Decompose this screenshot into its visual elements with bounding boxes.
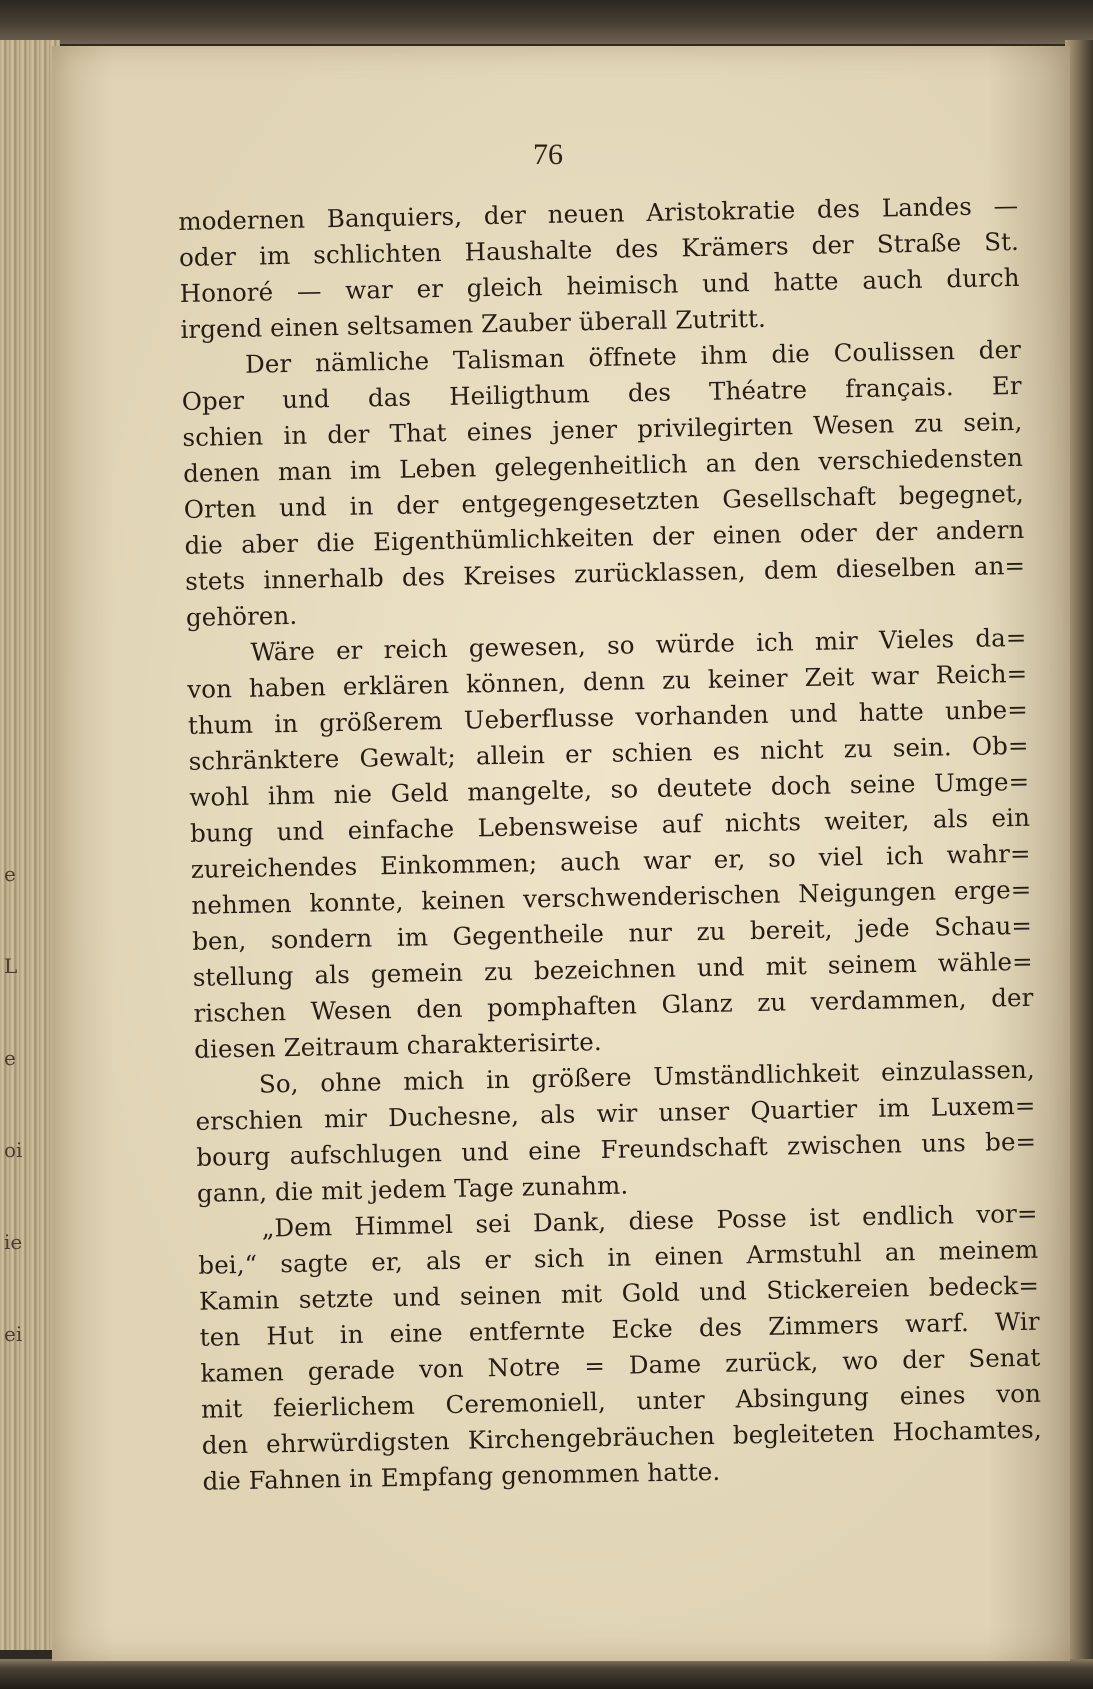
text-line: ten Hut in eine entfernte Ecke des Zimmers warf. Wir xyxy=(199,1306,1040,1352)
book-top-edge xyxy=(0,0,1093,44)
margin-fragment: oi xyxy=(4,1138,23,1162)
text-line: die Fahnen in Empfang genommen hatte. xyxy=(202,1456,721,1496)
text-line: So, ohne mich in größere Umständlichkeit einzulassen, xyxy=(258,1054,1036,1099)
text-line: Wäre er reich gewesen, so würde ich mir Vieles da= xyxy=(250,622,1027,667)
text-line: oder im schlichten Haushalte des Krämers der Straße St. xyxy=(178,226,1020,272)
adjacent-page-fragments xyxy=(4,860,44,1412)
page-number: 76 xyxy=(533,138,563,171)
text-line: schien in der That eines jener privilegirten Wesen zu sein, xyxy=(182,406,1023,452)
text-line: „Dem Himmel sei Dank, diese Posse ist endlich vor= xyxy=(261,1198,1038,1243)
text-line: irgend einen seltsamen Zauber überall Zutritt. xyxy=(180,303,767,344)
text-line: Honoré — war er gleich heimisch und hatte auch durch xyxy=(179,262,1020,308)
text-line: stellung als gemein zu bezeichnen und mit seinem wähle= xyxy=(192,946,1033,992)
text-line: bourg aufschlugen und eine Freundschaft zwischen uns be= xyxy=(196,1126,1037,1172)
book-bottom-edge xyxy=(0,1659,1093,1689)
text-line: denen man im Leben gelegenheitlich an den verschiedensten xyxy=(182,442,1024,488)
text-line: zureichendes Einkommen; auch war er, so viel ich wahr= xyxy=(190,838,1031,884)
margin-fragment: ei xyxy=(4,1322,23,1346)
text-line: die aber die Eigenthümlichkeiten der einen oder der andern xyxy=(184,514,1025,560)
margin-fragment: ie xyxy=(4,1230,23,1254)
text-line: kamen gerade von Notre = Dame zurück, wo der Senat xyxy=(200,1342,1041,1388)
margin-fragment: e xyxy=(4,1046,16,1070)
text-line: nehmen konnte, keinen verschwenderischen Neigungen erge= xyxy=(191,874,1032,920)
text-line: thum in größerem Ueberflusse vorhanden und hatte unbe= xyxy=(187,694,1029,740)
text-line: Der nämliche Talisman öffnete ihm die Coulissen der xyxy=(244,334,1022,379)
margin-fragment: L xyxy=(4,954,18,978)
text-line: schränktere Gewalt; allein er schien es nicht zu sein. Ob= xyxy=(188,730,1029,776)
text-line: Oper und das Heiligthum des Théatre français. Er xyxy=(181,370,1022,416)
page-text xyxy=(178,188,1043,1500)
text-line: bung und einfache Lebensweise auf nichts weiter, als ein xyxy=(189,802,1031,848)
text-line: erschien mir Duchesne, als wir unser Quartier im Luxem= xyxy=(195,1090,1036,1136)
text-line: Kamin setzte und seinen mit Gold und Stickereien bedeck= xyxy=(198,1270,1040,1316)
text-line: modernen Banquiers, der neuen Aristokratie des Landes — xyxy=(178,190,1019,236)
text-line: wohl ihm nie Geld mangelte, so deutete doch seine Umge= xyxy=(189,766,1030,812)
margin-fragment: e xyxy=(4,862,16,886)
text-line: mit feierlichem Ceremoniell, unter Absingung eines von xyxy=(200,1378,1042,1424)
text-line: den ehrwürdigsten Kirchengebräuchen begleiteten Hochamtes, xyxy=(201,1414,1042,1460)
text-line: diesen Zeitraum charakterisirte. xyxy=(193,1027,603,1064)
text-line: gehören. xyxy=(185,600,298,632)
text-line: rischen Wesen den pomphaften Glanz zu verdammen, der xyxy=(193,982,1034,1028)
text-line: von haben erklären können, denn zu keiner Zeit war Reich= xyxy=(187,658,1028,704)
text-line: ben, sondern im Gegentheile nur zu bereit, jede Schau= xyxy=(191,910,1033,956)
text-line: bei,“ sagte er, als er sich in einen Armstuhl an meinem xyxy=(198,1234,1039,1280)
text-line: gann, die mit jedem Tage zunahm. xyxy=(196,1170,629,1208)
text-line: Orten und in der entgegengesetzten Gesellschaft begegnet, xyxy=(183,478,1024,524)
text-line: stets innerhalb des Kreises zurücklassen, dem dieselben an= xyxy=(184,550,1026,596)
